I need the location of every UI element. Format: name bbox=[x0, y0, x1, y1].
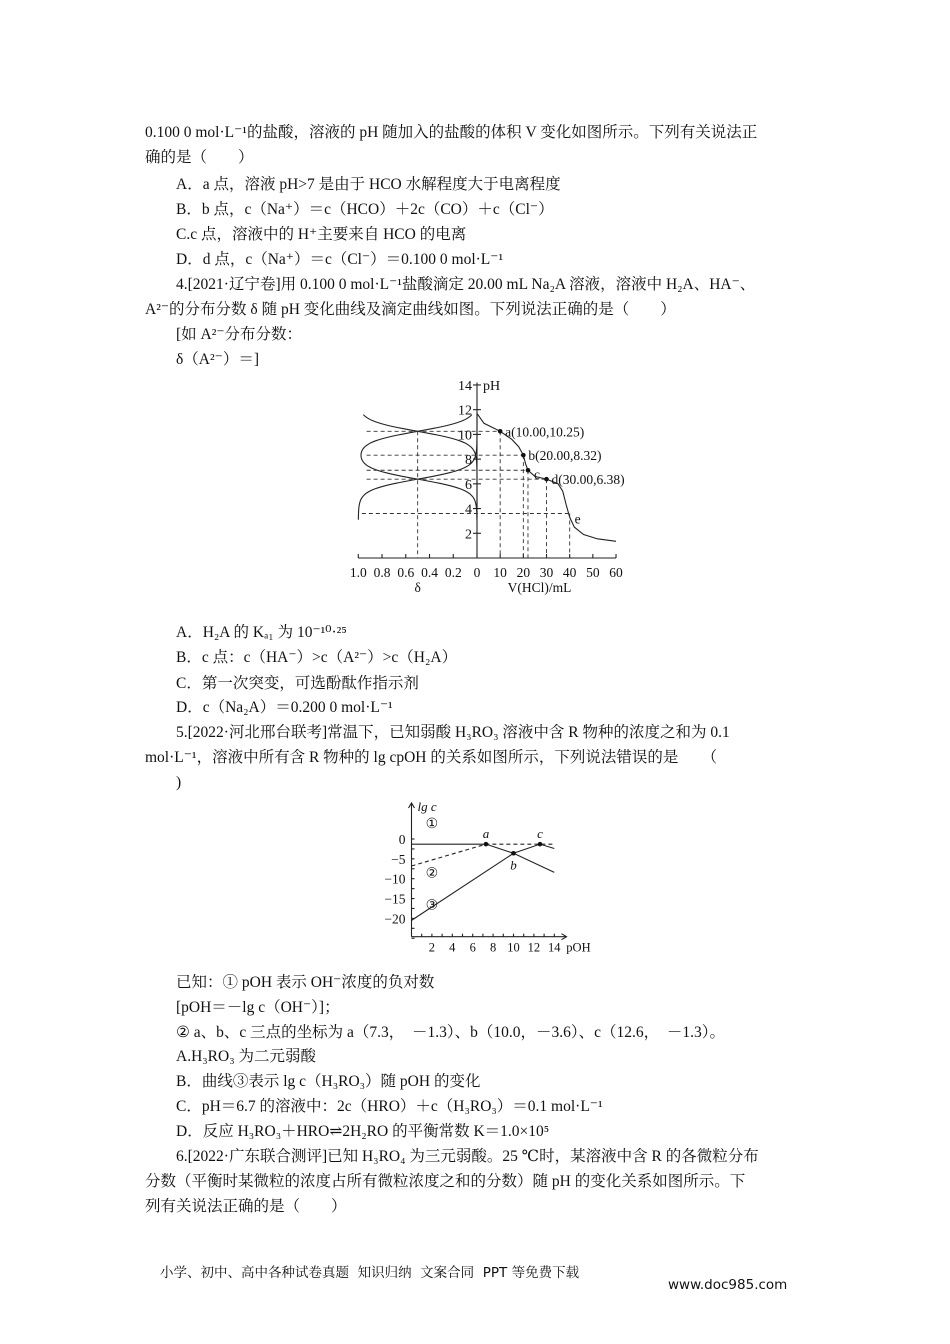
text-line: 已知：① pOH 表示 OH⁻浓度的负对数 bbox=[176, 974, 435, 991]
data-point bbox=[484, 842, 489, 847]
x-tick-label: 0.6 bbox=[397, 565, 415, 580]
y-tick-label: 2 bbox=[465, 527, 472, 543]
y-axis-label: lg c bbox=[417, 799, 437, 814]
x-tick-label: 0.2 bbox=[444, 565, 462, 580]
text-line: A²⁻的分布分数 δ 随 pH 变化曲线及滴定曲线如图。下列说法正确的是（ ） bbox=[145, 301, 676, 318]
text-line: C．pH＝6.7 的溶液中：2c（HRO）＋c（H₃RO₃）＝0.1 mol·L⁻¹ bbox=[176, 1098, 603, 1115]
text-line: 列有关说法正确的是（ ） bbox=[145, 1198, 347, 1215]
x-tick-label: 1.0 bbox=[349, 565, 367, 580]
x-tick-label: 0.4 bbox=[421, 565, 438, 580]
data-point bbox=[544, 477, 549, 482]
titration-distribution-chart bbox=[330, 372, 640, 597]
curve-label: ① bbox=[425, 817, 439, 833]
text-line: [pOH＝－lg c（OH⁻）]； bbox=[176, 999, 340, 1016]
point-label-c: c bbox=[537, 826, 543, 842]
text-line: D．反应 H₃RO₃＋HRO⇌2H₂RO 的平衡常数 K＝1.0×10⁵ bbox=[176, 1123, 550, 1140]
text-line: 4.[2021·辽宁卷]用 0.100 0 mol·L⁻¹盐酸滴定 20.00 mL Na₂A 溶液，溶液中 H₂A、HA⁻、 bbox=[176, 276, 756, 293]
point-label-b: b(20.00,8.32) bbox=[528, 448, 602, 464]
text-line: ② a、b、c 三点的坐标为 a（7.3， －1.3）、b（10.0，－3.6）、c（12.6， －1.3）。 bbox=[176, 1024, 726, 1041]
y-tick-label: 4 bbox=[465, 502, 472, 518]
text-line: 确的是（ ） bbox=[145, 149, 254, 166]
y-tick-label: 12 bbox=[458, 403, 472, 419]
x-tick-label: 8 bbox=[489, 940, 497, 955]
x-tick-label: 30 bbox=[539, 565, 554, 580]
y-axis-label: pH bbox=[483, 378, 501, 394]
point-label-c: c bbox=[533, 467, 540, 483]
y-tick-label: −5 bbox=[391, 851, 406, 867]
text-line: D．c（Na₂A）＝0.200 0 mol·L⁻¹ bbox=[176, 699, 393, 716]
curve-label: ③ bbox=[425, 898, 439, 914]
x-tick-label: 10 bbox=[507, 940, 520, 955]
x-tick-label: 20 bbox=[516, 565, 531, 580]
point-label-a: a bbox=[482, 826, 490, 842]
y-tick-label: 0 bbox=[398, 832, 406, 847]
data-point bbox=[526, 468, 531, 473]
footer-text: 小学、初中、高中各种试卷真题 知识归纳 文案合同 PPT 等免费下载 bbox=[160, 1265, 580, 1281]
x-tick-label: 6 bbox=[469, 940, 476, 955]
text-line: mol·L⁻¹，溶液中所有含 R 物种的 lg cpOH 的关系如图所示，下列说法错误的是 （ bbox=[145, 749, 718, 766]
text-line: ) bbox=[176, 774, 182, 791]
text-line: 6.[2022·广东联合测评]已知 H₃RO₄ 为三元弱酸。25 ℃时，某溶液中含 R 的各微粒分布 bbox=[176, 1148, 759, 1165]
x-axis-label: pOH bbox=[566, 940, 591, 955]
text-line: 5.[2022·河北邢台联考]常温下，已知弱酸 H₃RO₃ 溶液中含 R 物种的浓度之和为 0.1 bbox=[176, 724, 730, 741]
y-tick-label: 6 bbox=[465, 477, 472, 493]
lgc-poh-chart bbox=[370, 795, 620, 960]
x-tick-label: 10 bbox=[493, 565, 507, 580]
point-label-b: b bbox=[510, 857, 517, 873]
text-line: A.H₃RO₃ 为二元弱酸 bbox=[176, 1048, 316, 1065]
text-line: B．曲线③表示 lg c（H₃RO₃）随 pOH 的变化 bbox=[176, 1073, 481, 1090]
text-line: 0.100 0 mol·L⁻¹的盐酸，溶液的 pH 随加入的盐酸的体积 V 变化如图所示。下列有关说法正 bbox=[145, 124, 758, 141]
text-line: D．d 点，c（Na⁺）＝c（Cl⁻）＝0.100 0 mol·L⁻¹ bbox=[176, 251, 504, 268]
text-line: A．a 点，溶液 pH>7 是由于 HCO 水解程度大于电离程度 bbox=[176, 176, 561, 193]
data-point bbox=[538, 842, 543, 847]
y-tick-label: −10 bbox=[384, 871, 406, 887]
point-label-d: d(30.00,6.38) bbox=[551, 472, 625, 488]
x-tick-label: 60 bbox=[609, 565, 623, 580]
y-tick-label: 10 bbox=[458, 428, 472, 444]
data-point bbox=[511, 851, 516, 856]
data-point bbox=[498, 429, 503, 434]
y-tick-label: −15 bbox=[384, 891, 406, 907]
text-line: [如 A²⁻分布分数： bbox=[176, 326, 303, 343]
curve-label: ② bbox=[425, 866, 439, 882]
y-tick-label: 14 bbox=[458, 378, 472, 394]
text-line: A．H₂A 的 Kₐ₁ 为 10⁻¹⁰·²⁵ bbox=[176, 624, 347, 641]
text-line: B．b 点，c（Na⁺）＝c（HCO）＋2c（CO）＋c（Cl⁻） bbox=[176, 201, 554, 218]
x-tick-label: 4 bbox=[449, 940, 456, 955]
x-tick-label: 2 bbox=[428, 940, 436, 955]
y-tick-label: −20 bbox=[384, 911, 406, 927]
x-tick-label: 12 bbox=[527, 940, 541, 955]
y-tick-label: 8 bbox=[465, 453, 472, 469]
text-line: B．c 点：c（HA⁻）>c（A²⁻）>c（H₂A） bbox=[176, 649, 458, 666]
point-label-a: a(10.00,10.25) bbox=[505, 424, 585, 440]
point-label-e: e bbox=[574, 511, 581, 527]
x-tick-label: 14 bbox=[548, 940, 561, 955]
footer-url[interactable]: www.doc985.com bbox=[668, 1277, 788, 1293]
x-tick-label: 0 bbox=[473, 565, 481, 580]
text-line: C．第一次突变，可选酚酞作指示剂 bbox=[176, 675, 419, 692]
x-tick-label: 50 bbox=[586, 565, 600, 580]
x-axis-label-delta: δ bbox=[414, 580, 421, 595]
text-line: 分数（平衡时某微粒的浓度占所有微粒浓度之和的分数）随 pH 的变化关系如图所示。下 bbox=[145, 1173, 746, 1190]
x-axis-label-volume: V(HCl)/mL bbox=[507, 580, 572, 595]
footer bbox=[160, 1245, 788, 1293]
x-tick-label: 40 bbox=[562, 565, 577, 580]
text-line: δ（A²⁻）＝] bbox=[176, 351, 259, 368]
x-tick-label: 0.8 bbox=[373, 565, 391, 580]
text-line: C.c 点，溶液中的 H⁺主要来自 HCO 的电离 bbox=[176, 226, 467, 243]
data-point bbox=[521, 453, 526, 458]
